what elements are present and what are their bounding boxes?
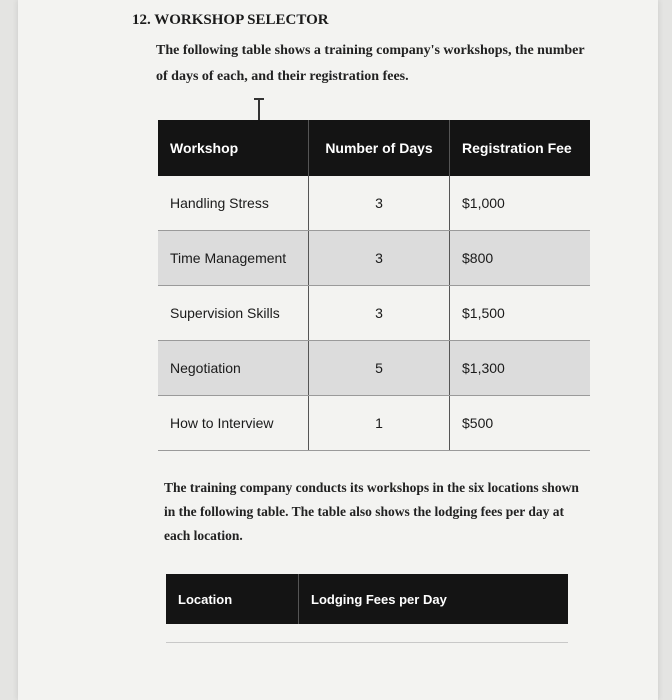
workshop-fee: $800 [450,231,591,286]
locations-table-header [166,574,568,624]
workshop-name: Time Management [158,231,309,286]
workshop-name: Supervision Skills [158,286,309,341]
table-row [158,286,590,341]
header-workshop: Workshop [158,120,309,176]
table-row [158,231,590,286]
table-row [158,396,590,451]
header-lodging-fees: Lodging Fees per Day [299,574,569,624]
header-registration-fee: Registration Fee [450,120,591,176]
table-row [158,341,590,396]
question-heading: 12. WORKSHOP SELECTOR [132,12,329,28]
table-row [158,176,590,231]
workshop-days: 5 [309,341,450,396]
workshop-days: 1 [309,396,450,451]
workshop-fee: $1,000 [450,176,591,231]
workshop-fee: $1,500 [450,286,591,341]
header-number-of-days: Number of Days [309,120,450,176]
workshop-fee: $500 [450,396,591,451]
locations-intro-text: The training company conducts its workshops in the six locations shown in the following table. The table also shows the lodging fees per day at each location. [164,480,579,543]
workshop-fee: $1,300 [450,341,591,396]
workshops-table-header [158,120,590,176]
workshops-table [158,120,590,451]
table-divider [166,642,568,643]
workshop-name: Negotiation [158,341,309,396]
workshop-days: 3 [309,231,450,286]
workshop-name: Handling Stress [158,176,309,231]
workshop-days: 3 [309,286,450,341]
workshop-days: 3 [309,176,450,231]
workshop-name: How to Interview [158,396,309,451]
locations-table [166,574,568,624]
workshops-intro-text: The following table shows a training company's workshops, the number of days of each, and their registration fees. [156,43,585,84]
header-location: Location [166,574,299,624]
